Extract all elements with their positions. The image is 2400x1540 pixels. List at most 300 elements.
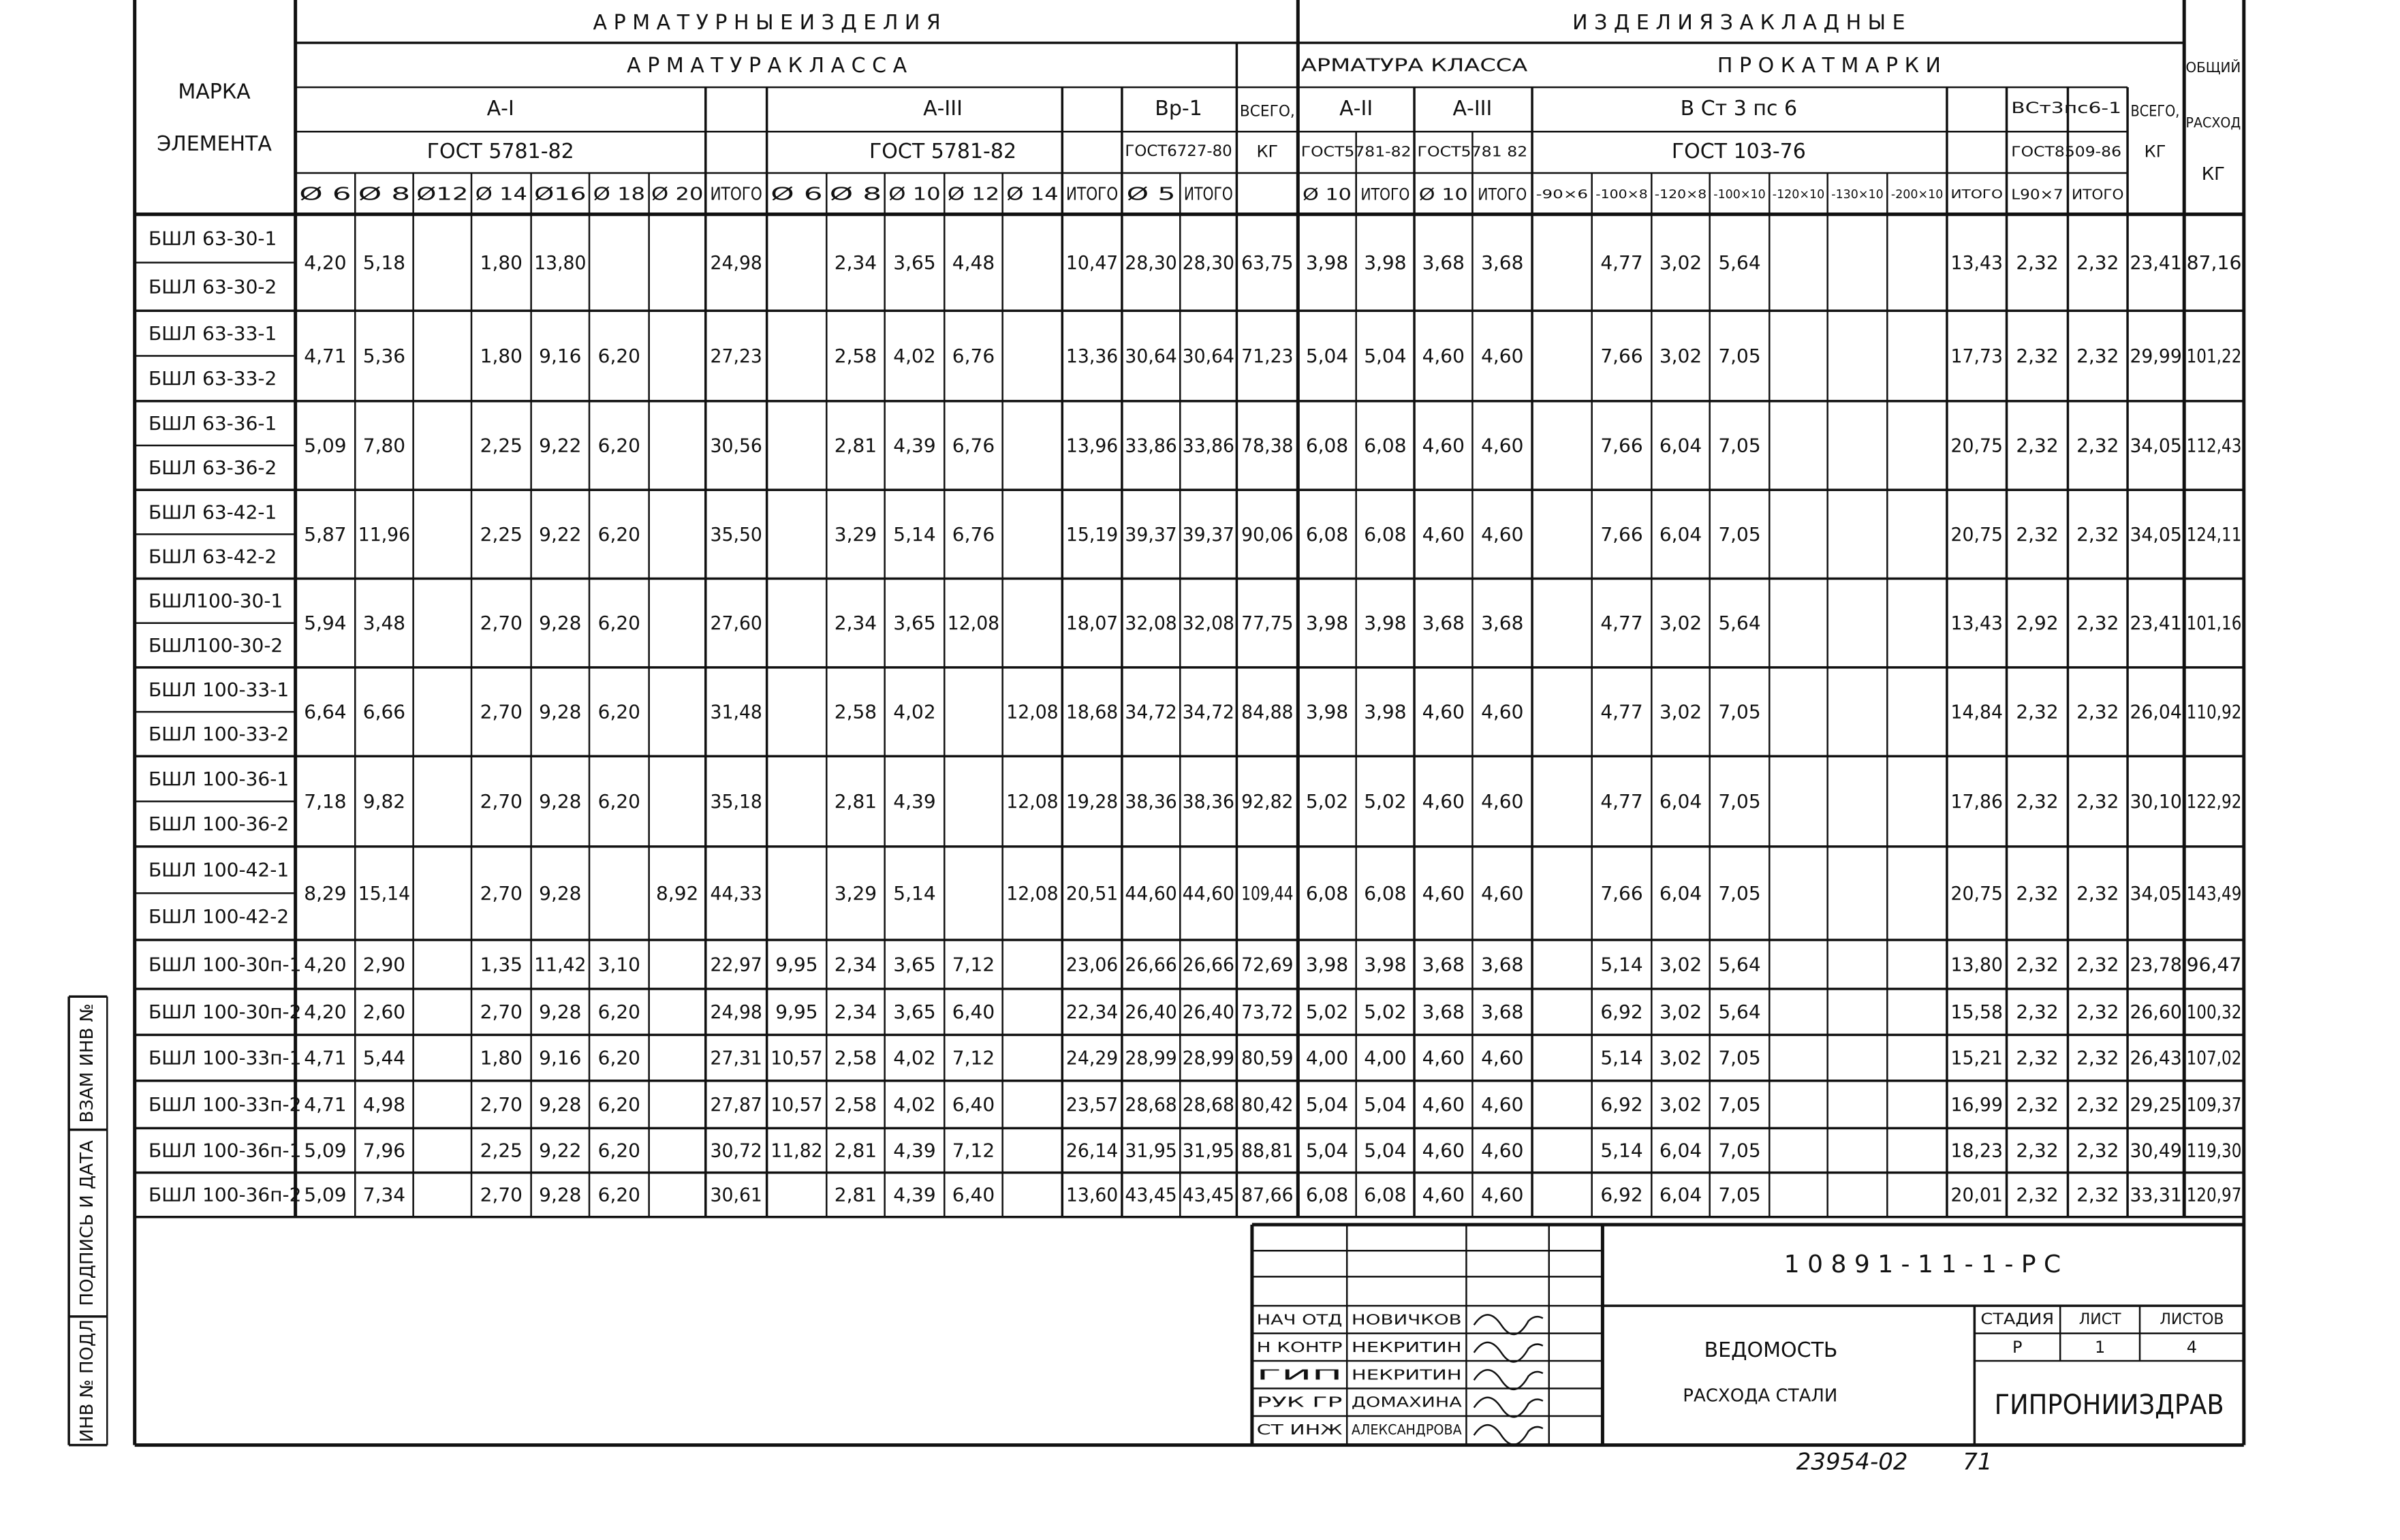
cell-value: 20,75 xyxy=(1950,881,2003,905)
cell-value: 38,36 xyxy=(1125,790,1177,813)
cell-value: 6,40 xyxy=(952,1183,995,1206)
cell-value: 28,30 xyxy=(1125,251,1177,274)
cell-value: 4,60 xyxy=(1422,522,1465,546)
rebar-bp1-col-head: Ø 5 xyxy=(1126,184,1176,205)
cell-value: 6,04 xyxy=(1659,1183,1702,1206)
sheet-subtitle: РАСХОДА СТАЛИ xyxy=(1683,1385,1838,1407)
element-mark: БШЛ 63-33-1 xyxy=(148,321,277,345)
cell-value: 6,04 xyxy=(1659,790,1702,813)
cell-value: 2,32 xyxy=(2076,953,2119,976)
cell-value: 4,60 xyxy=(1422,1046,1465,1069)
cell-value: 6,20 xyxy=(597,1139,641,1162)
rebar-a3-col-head: Ø 10 xyxy=(888,184,941,205)
signature-mark xyxy=(1474,1398,1543,1417)
cell-value: 2,32 xyxy=(2076,345,2119,368)
cell-value: 4,60 xyxy=(1481,1183,1524,1206)
side-label: ВЗАМ ИНВ № xyxy=(77,1003,98,1123)
cell-value: 24,29 xyxy=(1065,1046,1119,1069)
cell-value: 6,20 xyxy=(597,1093,641,1116)
element-mark: БШЛ 63-36-2 xyxy=(148,456,277,480)
cell-value: 3,65 xyxy=(893,251,936,274)
overall-label-1: ОБЩИЙ xyxy=(2185,59,2241,76)
overall-label-3: КГ xyxy=(2201,164,2226,185)
side-label: ИНВ № ПОДЛ xyxy=(77,1319,98,1443)
cell-value: 2,32 xyxy=(2076,1093,2119,1116)
cell-value: 30,64 xyxy=(1125,345,1177,368)
cell-value: 77,75 xyxy=(1241,612,1294,635)
embedded-col-head: Ø 10 xyxy=(1303,185,1352,204)
prokat-col-head: -90×6 xyxy=(1536,187,1589,202)
prokat-vst3b-col-head: ИТОГО xyxy=(2072,186,2124,203)
stamp-role: РУК ГР xyxy=(1256,1394,1343,1411)
cell-value: 2,25 xyxy=(480,1139,523,1162)
cell-value: 6,08 xyxy=(1305,434,1349,457)
cell-value: 34,72 xyxy=(1182,700,1235,723)
cell-value: 9,28 xyxy=(539,1093,582,1116)
element-mark: БШЛ 63-30-2 xyxy=(148,275,277,298)
cell-value: 71,23 xyxy=(1241,345,1294,368)
cell-value: 2,92 xyxy=(2016,612,2059,635)
cell-value: 15,58 xyxy=(1950,1001,2003,1024)
cell-value: 23,78 xyxy=(2130,953,2182,976)
cell-value: 3,68 xyxy=(1422,953,1465,976)
cell-value: 8,29 xyxy=(304,881,347,905)
cell-value: 6,20 xyxy=(597,522,641,546)
sheet-label: ЛИСТ xyxy=(2078,1310,2121,1328)
sheet-title: ВЕДОМОСТЬ xyxy=(1704,1338,1838,1362)
cell-value: 23,41 xyxy=(2130,612,2182,635)
cell-value: 1,35 xyxy=(480,953,523,976)
cell-value: 6,20 xyxy=(597,345,641,368)
cell-value: 32,08 xyxy=(1182,612,1235,635)
cell-value: 5,09 xyxy=(304,1139,347,1162)
cell-value: 18,07 xyxy=(1065,612,1119,635)
rebar-class-title: А Р М А Т У Р А К Л А С С А xyxy=(627,54,907,78)
cell-value: 87,16 xyxy=(2186,251,2242,274)
cell-value: 10,57 xyxy=(770,1046,823,1069)
cell-value: 13,36 xyxy=(1065,345,1119,368)
stamp-role: Н КОНТР xyxy=(1256,1338,1343,1355)
cell-value: 7,66 xyxy=(1600,881,1643,905)
cell-value: 3,02 xyxy=(1659,612,1702,635)
cell-value: 13,96 xyxy=(1065,434,1119,457)
cell-value: 6,76 xyxy=(952,345,995,368)
cell-value: 4,60 xyxy=(1481,1139,1524,1162)
rebar-a3-class: А-III xyxy=(923,97,963,121)
cell-value: 26,04 xyxy=(2130,700,2182,723)
embedded-total-label-1: ВСЕГО, xyxy=(2130,103,2180,121)
cell-value: 1,80 xyxy=(480,1046,523,1069)
table-body xyxy=(149,227,2242,1206)
cell-value: 43,45 xyxy=(1182,1183,1235,1206)
cell-value: 13,80 xyxy=(534,251,587,274)
cell-value: 2,32 xyxy=(2016,790,2059,813)
page-number: 71 xyxy=(1963,1448,1993,1476)
cell-value: 4,60 xyxy=(1422,790,1465,813)
cell-value: 2,81 xyxy=(834,1139,877,1162)
cell-value: 5,02 xyxy=(1305,790,1349,813)
cell-value: 120,97 xyxy=(2186,1183,2242,1206)
cell-value: 4,71 xyxy=(304,1093,347,1116)
cell-value: 2,70 xyxy=(480,881,523,905)
cell-value: 4,00 xyxy=(1305,1046,1349,1069)
cell-value: 9,22 xyxy=(539,434,582,457)
cell-value: 6,08 xyxy=(1364,881,1407,905)
cell-value: 4,60 xyxy=(1422,700,1465,723)
cell-value: 5,14 xyxy=(1600,1046,1643,1069)
cell-value: 2,32 xyxy=(2016,434,2059,457)
cell-value: 4,02 xyxy=(893,1046,936,1069)
cell-value: 13,43 xyxy=(1950,612,2003,635)
cell-value: 12,08 xyxy=(1006,881,1059,905)
cell-value: 5,18 xyxy=(362,251,406,274)
cell-value: 30,49 xyxy=(2130,1139,2182,1162)
cell-value: 2,32 xyxy=(2076,790,2119,813)
cell-value: 15,19 xyxy=(1065,522,1119,546)
cell-value: 2,32 xyxy=(2016,700,2059,723)
cell-value: 34,05 xyxy=(2130,522,2182,546)
cell-value: 124,11 xyxy=(2186,522,2242,546)
cell-value: 3,02 xyxy=(1659,345,1702,368)
cell-value: 2,25 xyxy=(480,434,523,457)
cell-value: 7,05 xyxy=(1718,790,1761,813)
cell-value: 7,05 xyxy=(1718,881,1761,905)
cell-value: 12,08 xyxy=(1006,790,1059,813)
cell-value: 2,34 xyxy=(834,251,877,274)
rebar-bp1-class: Вр-1 xyxy=(1155,97,1202,121)
cell-value: 2,81 xyxy=(834,790,877,813)
cell-value: 4,60 xyxy=(1481,790,1524,813)
rebar-a3-col-head: Ø 12 xyxy=(947,184,1000,205)
cell-value: 27,87 xyxy=(710,1093,762,1116)
cell-value: 4,60 xyxy=(1422,881,1465,905)
embedded-total-label-2: КГ xyxy=(2144,142,2166,161)
cell-value: 7,18 xyxy=(304,790,347,813)
cell-value: 5,02 xyxy=(1364,790,1407,813)
cell-value: 143,49 xyxy=(2186,881,2242,905)
prokat-col-head: -130×10 xyxy=(1831,187,1884,202)
cell-value: 3,65 xyxy=(893,953,936,976)
cell-value: 20,01 xyxy=(1950,1183,2003,1206)
cell-value: 5,36 xyxy=(362,345,406,368)
cell-value: 6,76 xyxy=(952,434,995,457)
cell-value: 9,82 xyxy=(362,790,406,813)
stamp-name: НЕКРИТИН xyxy=(1351,1338,1462,1355)
cell-value: 9,95 xyxy=(775,953,818,976)
cell-value: 5,04 xyxy=(1305,1093,1349,1116)
cell-value: 4,00 xyxy=(1364,1046,1407,1069)
prokat-vst3b-gost: ГОСТ8509-86 xyxy=(2011,143,2122,160)
cell-value: 33,31 xyxy=(2130,1183,2182,1206)
cell-value: 3,02 xyxy=(1659,1093,1702,1116)
cell-value: 4,77 xyxy=(1600,790,1643,813)
mark-header-line2: ЭЛЕМЕНТА xyxy=(157,131,272,156)
rebar-a1-col-head: ИТОГО xyxy=(710,184,762,205)
cell-value: 9,16 xyxy=(539,1046,582,1069)
prokat-col-head: -100×10 xyxy=(1713,187,1766,202)
element-mark: БШЛ 100-42-2 xyxy=(148,905,290,928)
cell-value: 28,99 xyxy=(1125,1046,1177,1069)
element-mark: БШЛ 100-30п-1 xyxy=(148,953,302,976)
rebar-total-label-2: КГ xyxy=(1256,142,1279,161)
cell-value: 2,32 xyxy=(2016,345,2059,368)
cell-value: 4,98 xyxy=(362,1093,406,1116)
stamp-role: НАЧ ОТД xyxy=(1256,1311,1343,1328)
rebar-a1-class: А-I xyxy=(486,97,514,121)
cell-value: 6,92 xyxy=(1600,1183,1643,1206)
element-mark: БШЛ 63-36-1 xyxy=(148,411,277,435)
cell-value: 34,05 xyxy=(2130,881,2182,905)
cell-value: 7,96 xyxy=(362,1139,406,1162)
cell-value: 80,42 xyxy=(1241,1093,1294,1116)
cell-value: 26,43 xyxy=(2130,1046,2182,1069)
cell-value: 90,06 xyxy=(1241,522,1294,546)
table-header xyxy=(157,11,2241,204)
cell-value: 2,34 xyxy=(834,953,877,976)
cell-value: 29,25 xyxy=(2130,1093,2182,1116)
cell-value: 4,60 xyxy=(1422,1183,1465,1206)
cell-value: 5,64 xyxy=(1718,251,1761,274)
rebar-a1-col-head: Ø 14 xyxy=(475,184,528,205)
cell-value: 26,40 xyxy=(1125,1001,1177,1024)
cell-value: 10,47 xyxy=(1065,251,1119,274)
cell-value: 4,02 xyxy=(893,700,936,723)
cell-value: 34,72 xyxy=(1125,700,1177,723)
cell-value: 4,60 xyxy=(1481,1093,1524,1116)
cell-value: 1,80 xyxy=(480,345,523,368)
element-mark: БШЛ 100-30п-2 xyxy=(148,1001,302,1024)
cell-value: 3,65 xyxy=(893,1001,936,1024)
cell-value: 5,04 xyxy=(1305,1139,1349,1162)
cell-value: 26,40 xyxy=(1182,1001,1235,1024)
rebar-a1-col-head: Ø 20 xyxy=(651,184,704,205)
cell-value: 5,64 xyxy=(1718,953,1761,976)
cell-value: 2,32 xyxy=(2016,1001,2059,1024)
cell-value: 7,05 xyxy=(1718,434,1761,457)
cell-value: 6,08 xyxy=(1364,522,1407,546)
cell-value: 4,02 xyxy=(893,1093,936,1116)
cell-value: 43,45 xyxy=(1125,1183,1177,1206)
cell-value: 92,82 xyxy=(1241,790,1294,813)
cell-value: 2,70 xyxy=(480,700,523,723)
embedded-class-title: АРМАТУРА КЛАССА xyxy=(1300,55,1528,76)
cell-value: 4,20 xyxy=(304,953,347,976)
cell-value: 7,12 xyxy=(952,953,995,976)
cell-value: 20,75 xyxy=(1950,522,2003,546)
cell-value: 72,69 xyxy=(1241,953,1294,976)
cell-value: 101,22 xyxy=(2186,345,2242,368)
element-mark: БШЛ 100-36-2 xyxy=(148,813,290,836)
cell-value: 6,08 xyxy=(1305,522,1349,546)
cell-value: 17,86 xyxy=(1950,790,2003,813)
cell-value: 5,64 xyxy=(1718,612,1761,635)
cell-value: 2,32 xyxy=(2076,1046,2119,1069)
cell-value: 4,39 xyxy=(893,1139,936,1162)
cell-value: 4,77 xyxy=(1600,612,1643,635)
cell-value: 7,05 xyxy=(1718,1046,1761,1069)
cell-value: 44,60 xyxy=(1125,881,1177,905)
embedded-title: И З Д Е Л И Я З А К Л А Д Н Ы Е xyxy=(1572,11,1905,35)
cell-value: 9,22 xyxy=(539,1139,582,1162)
cell-value: 4,60 xyxy=(1422,1093,1465,1116)
cell-value: 2,81 xyxy=(834,1183,877,1206)
rebar-a1-col-head: Ø12 xyxy=(416,184,469,205)
cell-value: 2,70 xyxy=(480,612,523,635)
stage-value: Р xyxy=(2012,1337,2023,1357)
document-code: 1 0 8 9 1 - 1 1 - 1 - Р С xyxy=(1783,1250,2061,1278)
side-stamp xyxy=(69,996,107,1445)
stamp-name: АЛЕКСАНДРОВА xyxy=(1351,1421,1463,1439)
cell-value: 44,60 xyxy=(1182,881,1235,905)
cell-value: 7,05 xyxy=(1718,1183,1761,1206)
rebar-a1-col-head: Ø 6 xyxy=(299,184,352,205)
signature-mark xyxy=(1474,1342,1543,1362)
cell-value: 2,32 xyxy=(2076,612,2119,635)
cell-value: 7,05 xyxy=(1718,522,1761,546)
cell-value: 3,98 xyxy=(1364,251,1407,274)
cell-value: 3,68 xyxy=(1481,953,1524,976)
embedded-col-head: ИТОГО xyxy=(1360,185,1410,204)
prokat-vst3-gost: ГОСТ 103-76 xyxy=(1671,140,1806,164)
cell-value: 4,60 xyxy=(1481,1046,1524,1069)
cell-value: 4,48 xyxy=(952,251,995,274)
cell-value: 88,81 xyxy=(1241,1139,1294,1162)
overall-label-2: РАСХОД xyxy=(2185,114,2241,131)
element-mark: БШЛ 100-36п-1 xyxy=(148,1139,302,1162)
element-mark: БШЛ 100-33-2 xyxy=(148,723,290,746)
cell-value: 2,34 xyxy=(834,1001,877,1024)
cell-value: 2,32 xyxy=(2016,251,2059,274)
rebar-a3-col-head: Ø 6 xyxy=(770,184,823,205)
prokat-vst3-mark: В Ст 3 пс 6 xyxy=(1680,97,1798,121)
cell-value: 29,99 xyxy=(2130,345,2182,368)
cell-value: 22,34 xyxy=(1065,1001,1119,1024)
cell-value: 4,60 xyxy=(1422,345,1465,368)
cell-value: 2,32 xyxy=(2076,434,2119,457)
cell-value: 2,58 xyxy=(834,1046,877,1069)
cell-value: 110,92 xyxy=(2186,700,2242,723)
cell-value: 2,32 xyxy=(2076,251,2119,274)
prokat-col-head: -200×10 xyxy=(1890,187,1944,202)
rebar-a1-col-head: Ø 8 xyxy=(358,184,411,205)
cell-value: 3,98 xyxy=(1305,953,1349,976)
cell-value: 13,60 xyxy=(1065,1183,1119,1206)
cell-value: 6,20 xyxy=(597,1046,641,1069)
cell-value: 3,48 xyxy=(362,612,406,635)
cell-value: 2,70 xyxy=(480,1183,523,1206)
cell-value: 26,14 xyxy=(1065,1139,1119,1162)
prokat-col-head: -120×8 xyxy=(1654,187,1707,202)
cell-value: 28,68 xyxy=(1182,1093,1235,1116)
cell-value: 6,04 xyxy=(1659,522,1702,546)
cell-value: 39,37 xyxy=(1125,522,1177,546)
cell-value: 5,04 xyxy=(1364,1139,1407,1162)
cell-value: 18,23 xyxy=(1950,1139,2003,1162)
cell-value: 2,32 xyxy=(2076,881,2119,905)
cell-value: 6,40 xyxy=(952,1093,995,1116)
cell-value: 6,20 xyxy=(597,612,641,635)
rebar-a1-gost: ГОСТ 5781-82 xyxy=(426,140,574,164)
cell-value: 3,65 xyxy=(893,612,936,635)
side-label: ПОДПИСЬ И ДАТА xyxy=(77,1140,98,1306)
signature-mark xyxy=(1474,1425,1543,1445)
cell-value: 9,95 xyxy=(775,1001,818,1024)
cell-value: 9,28 xyxy=(539,881,582,905)
rebar-bp1-gost: ГОСТ6727-80 xyxy=(1125,143,1232,161)
prokat-vst3b-col-head: L90×7 xyxy=(2011,186,2063,203)
rebar-total-label-1: ВСЕГО, xyxy=(1239,103,1295,121)
cell-value: 14,84 xyxy=(1950,700,2003,723)
cell-value: 3,68 xyxy=(1422,251,1465,274)
cell-value: 3,68 xyxy=(1481,1001,1524,1024)
cell-value: 27,23 xyxy=(710,345,762,368)
cell-value: 4,71 xyxy=(304,1046,347,1069)
cell-value: 7,05 xyxy=(1718,700,1761,723)
cell-value: 9,16 xyxy=(539,345,582,368)
cell-value: 28,30 xyxy=(1182,251,1235,274)
cell-value: 12,08 xyxy=(947,612,1000,635)
cell-value: 5,14 xyxy=(1600,953,1643,976)
cell-value: 5,04 xyxy=(1364,345,1407,368)
element-mark: БШЛ 100-36п-2 xyxy=(148,1183,302,1206)
signature-mark xyxy=(1474,1370,1543,1389)
cell-value: 78,38 xyxy=(1241,434,1294,457)
cell-value: 5,64 xyxy=(1718,1001,1761,1024)
cell-value: 15,14 xyxy=(358,881,411,905)
cell-value: 17,73 xyxy=(1950,345,2003,368)
cell-value: 8,92 xyxy=(656,881,699,905)
prokat-col-head: -120×10 xyxy=(1772,187,1825,202)
cell-value: 9,28 xyxy=(539,1183,582,1206)
cell-value: 112,43 xyxy=(2186,434,2242,457)
cell-value: 9,28 xyxy=(539,612,582,635)
element-mark: БШЛ 63-33-2 xyxy=(148,367,277,390)
cell-value: 9,28 xyxy=(539,790,582,813)
element-mark: БШЛ 100-33-1 xyxy=(148,678,290,702)
cell-value: 4,60 xyxy=(1481,522,1524,546)
cell-value: 7,66 xyxy=(1600,434,1643,457)
cell-value: 16,99 xyxy=(1950,1093,2003,1116)
cell-value: 24,98 xyxy=(710,251,762,274)
archive-number: 23954-02 xyxy=(1796,1448,1908,1476)
rebar-a1-col-head: Ø 18 xyxy=(593,184,646,205)
cell-value: 5,44 xyxy=(362,1046,406,1069)
cell-value: 7,05 xyxy=(1718,345,1761,368)
cell-value: 5,14 xyxy=(1600,1139,1643,1162)
element-mark: БШЛ 100-33п-1 xyxy=(148,1046,302,1069)
cell-value: 73,72 xyxy=(1241,1001,1294,1024)
element-mark: БШЛ 63-42-2 xyxy=(148,545,277,568)
cell-value: 2,58 xyxy=(834,345,877,368)
cell-value: 4,20 xyxy=(304,251,347,274)
cell-value: 4,77 xyxy=(1600,700,1643,723)
cell-value: 1,80 xyxy=(480,251,523,274)
cell-value: 3,98 xyxy=(1305,251,1349,274)
cell-value: 2,70 xyxy=(480,1093,523,1116)
cell-value: 9,28 xyxy=(539,700,582,723)
element-mark: БШЛ 100-36-1 xyxy=(148,767,290,790)
cell-value: 109,44 xyxy=(1241,881,1294,905)
cell-value: 4,71 xyxy=(304,345,347,368)
cell-value: 4,20 xyxy=(304,1001,347,1024)
rebar-a1-col-head: Ø16 xyxy=(534,184,587,205)
cell-value: 2,25 xyxy=(480,522,523,546)
cell-value: 32,08 xyxy=(1125,612,1177,635)
title-block xyxy=(1252,1225,2244,1475)
stamp-name: НЕКРИТИН xyxy=(1351,1366,1462,1383)
cell-value: 34,05 xyxy=(2130,434,2182,457)
cell-value: 23,41 xyxy=(2130,251,2182,274)
